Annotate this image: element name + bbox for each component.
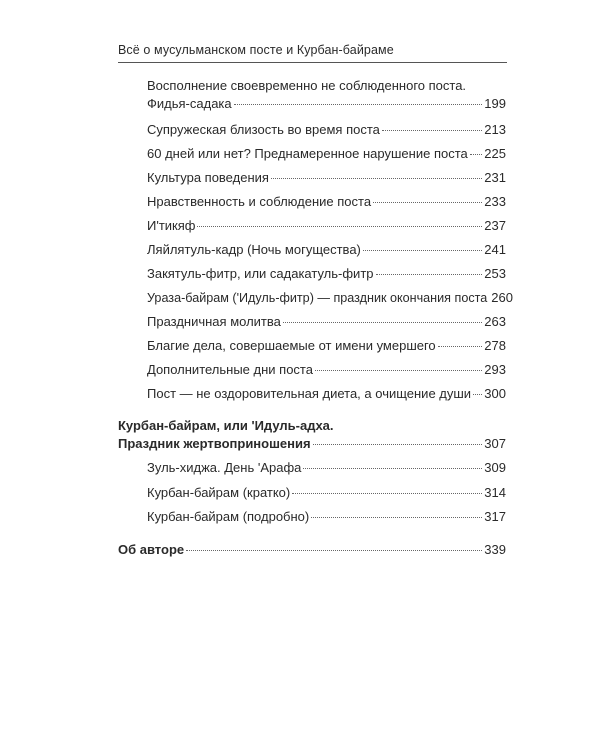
toc-entry-title: Благие дела, совершаемые от имени умершего (147, 338, 436, 353)
toc-entry-line1: Восполнение своевременно не соблюденного поста. (147, 78, 467, 93)
section-heading (118, 436, 506, 452)
toc-entry (147, 290, 513, 306)
toc-entry-page: 278 (484, 338, 506, 353)
toc-entry (147, 146, 506, 162)
dot-leader (283, 322, 482, 323)
toc-entry-title: Ляйлятуль-кадр (Ночь могущества) (147, 242, 361, 257)
dot-leader (473, 394, 482, 395)
dot-leader (376, 274, 483, 275)
toc-entry (147, 194, 506, 210)
toc-entry-title: Нравственность и соблюдение поста (147, 194, 372, 209)
toc-entry (147, 218, 506, 234)
toc-entry-title: Праздничная молитва (147, 314, 281, 329)
toc-entry-page: 317 (484, 509, 506, 524)
toc-entry-title: Супружеская близость во время поста (147, 122, 380, 137)
toc-entry (147, 460, 506, 476)
toc-entry-page: 309 (484, 460, 506, 475)
toc-entry-title: Дополнительные дни поста (147, 362, 313, 377)
dot-leader (186, 550, 482, 551)
toc-entry-title: Ураза-байрам ('Идуль-фитр) — праздник окончания поста (147, 291, 488, 305)
toc-entry-title: Фидья-садака (147, 96, 232, 111)
toc-entry (147, 362, 506, 378)
section-heading-title: Праздник жертвоприношения (118, 436, 311, 451)
toc-entry-page: 237 (484, 218, 506, 233)
toc-entry-page: 339 (484, 542, 506, 557)
running-head: Всё о мусульманском посте и Курбан-байраме (118, 43, 394, 57)
section-heading-line1: Курбан-байрам, или 'Идуль-адха. (118, 418, 334, 433)
dot-leader (373, 202, 482, 203)
toc-entry-title: И'тикяф (147, 218, 196, 233)
toc-entry (147, 242, 506, 258)
toc-entry-page: 225 (484, 146, 506, 161)
toc-entry-about (118, 542, 506, 558)
toc-entry-title: Пост — не оздоровительная диета, а очищение души (147, 386, 472, 401)
toc-entry-title: Культура поведения (147, 170, 269, 185)
toc-entry-title: Об авторе (118, 542, 185, 557)
dot-leader (313, 444, 483, 445)
toc-entry (147, 122, 506, 138)
toc-entry-page: 241 (484, 242, 506, 257)
dot-leader (438, 346, 483, 347)
toc-entry-title: Курбан-байрам (кратко) (147, 485, 291, 500)
dot-leader (315, 370, 482, 371)
toc-entry (147, 509, 506, 525)
toc-entry-page: 231 (484, 170, 506, 185)
dot-leader (311, 517, 482, 518)
dot-leader (363, 250, 482, 251)
toc-entry-page: 213 (484, 122, 506, 137)
toc-entry-page: 314 (484, 485, 506, 500)
dot-leader (470, 154, 483, 155)
toc-entry-page: 233 (484, 194, 506, 209)
toc-entry (147, 338, 506, 354)
toc-entry-title: 60 дней или нет? Преднамеренное нарушение поста (147, 146, 468, 161)
dot-leader (303, 468, 482, 469)
dot-leader (292, 493, 482, 494)
toc-entry (147, 266, 506, 282)
header-rule (118, 62, 507, 63)
toc-entry (147, 96, 506, 112)
toc-entry-page: 199 (484, 96, 506, 111)
toc-entry-title: Зуль-хиджа. День 'Арафа (147, 460, 302, 475)
toc-entry-page: 263 (484, 314, 506, 329)
toc-entry-page: 260 (491, 290, 513, 305)
toc-entry-page: 253 (484, 266, 506, 281)
toc-entry (147, 170, 506, 186)
toc-entry-title: Курбан-байрам (подробно) (147, 509, 310, 524)
dot-leader (197, 226, 482, 227)
toc-entry-page: 300 (484, 386, 506, 401)
dot-leader (234, 104, 483, 105)
dot-leader (382, 130, 482, 131)
section-heading-page: 307 (484, 436, 506, 451)
dot-leader (271, 178, 482, 179)
toc-entry (147, 386, 506, 402)
toc-entry-title: Закятуль-фитр, или садакатуль-фитр (147, 266, 374, 281)
toc-entry (147, 314, 506, 330)
toc-entry (147, 485, 506, 501)
toc-entry-page: 293 (484, 362, 506, 377)
